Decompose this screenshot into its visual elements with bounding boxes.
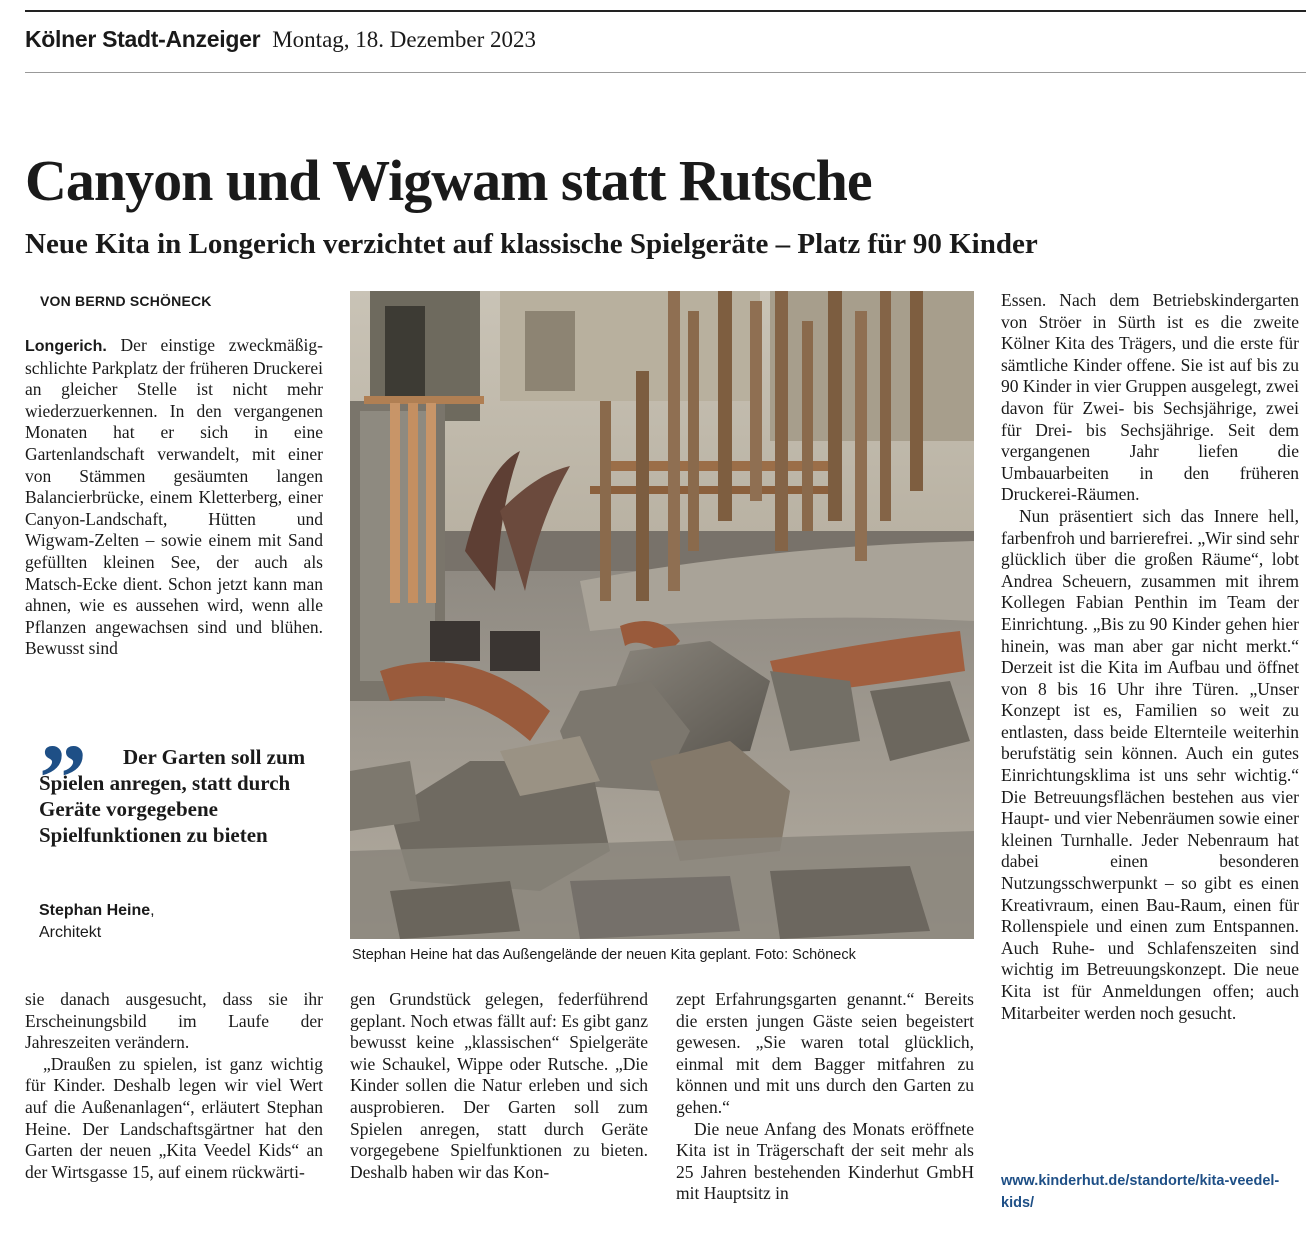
paragraph: Nun präsentiert sich das Innere hell, farbenfroh und barrierefrei. „Wir sind sehr glücklich über die großen Räume“, lobt Andrea Scheuern, zusammen mit ihrem Kollegen Fabian Penthin im Team der Einrichtung. „Bis zu 90 Kinder gehen hier hinein, was man aber gar nicht merkt.“ Derzeit ist die Kita im Aufbau und öffnet von 8 bis 16 Uhr ihre Türen. „Unser Konzept ist es, Familien so weit zu entlasten, dass beide Elternteile weiterhin berufstätig sein können. Auch ein gutes Einrichtungsklima ist uns sehr wichtig.“ Die Betreuungsflächen bestehen aus vier Haupt- und vier Nebenräumen sowie einer kleinen Turnhalle. Jeder Nebenraum hat dabei einen besonderen Nutzungsschwerpunkt – so gibt es einen Kreativraum, einen Bau-Raum, einen für Rollenspiele und einen zum Entspannen. Auch Ruhe- und Schlafenszeiten sind wichtig im Betreuungskonzept. Die neue Kita ist für Anmeldungen offen; auch Mitarbeiter werden noch gesucht.	[1001, 505, 1299, 1023]
paragraph: gen Grundstück gelegen, federführend geplant. Noch etwas fällt auf: Es gibt ganz bewusst keine „klassischen“ Spielgeräte wie Schaukel, Wippe oder Rutsche. „Die Kinder sollen die Natur erleben und sich ausprobieren. Der Garten soll zum Spielen anregen, statt durch Geräte vorgegebene Spielfunktionen zu bieten. Deshalb haben wir das Kon-	[350, 989, 648, 1182]
quote-author-name: Stephan Heine	[39, 902, 151, 919]
paragraph: zept Erfahrungsgarten genannt.“ Bereits die ersten jungen Gäste seien begeistert gewesen. „Sie waren total glücklich, einmal mit dem Bagger mitfahren zu können und mit uns durch den Garten zu gehen.“	[676, 989, 974, 1117]
body-column-1-bottom	[25, 989, 323, 1183]
headline: Canyon und Wigwam statt Rutsche	[25, 148, 872, 213]
paragraph: Die neue Anfang des Monats eröffnete Kita ist in Trägerschaft der seit mehr als 25 Jahren bestehenden Kinderhut GmbH mit Hauptsitz in	[676, 1118, 974, 1204]
quote-mark-icon: ”	[39, 724, 87, 831]
web-link[interactable]: www.kinderhut.de/standorte/kita-veedel-kids/	[1001, 1173, 1280, 1211]
newspaper-name: Kölner Stadt-Anzeiger	[25, 26, 261, 52]
body-column-3	[676, 989, 974, 1205]
top-rule	[25, 10, 1306, 12]
paragraph: „Draußen zu spielen, ist ganz wichtig für Kinder. Deshalb legen wir viel Wert auf die Außenanlagen“, erläutert Stephan Heine. Der Landschaftsgärtner hat den Garten der neuen „Kita Veedel Kids“ an der Wirtsgasse 15, auf einem rückwärti-	[25, 1053, 323, 1182]
dateline: Longerich.	[25, 338, 107, 355]
body-column-1-top	[25, 335, 323, 660]
body-column-2	[350, 989, 648, 1183]
pull-quote-text: Der Garten soll zum Spielen anregen, statt durch Geräte vorgegebene Spielfunktionen zu bieten	[39, 745, 306, 847]
garden-photo-illustration	[350, 291, 974, 939]
masthead	[25, 26, 536, 66]
paragraph: sie danach ausgesucht, dass sie ihr Erscheinungsbild im Laufe der Jahreszeiten verändern.	[25, 989, 323, 1053]
byline: VON BERND SCHÖNECK	[40, 293, 212, 309]
quote-author-role: Architekt	[39, 924, 102, 941]
masthead-rule	[25, 72, 1306, 73]
body-text: Der einstige zweckmäßig-schlichte Parkplatz der früheren Druckerei an gleicher Stelle ist nicht mehr wiederzuerkennen. In den vergangenen Monaten hat er sich in eine Gartenlandschaft verwandelt, mit einer von Stämmen gesäumten langen Balancierbrücke, einem Kletterberg, einer Canyon-Landschaft, Hütten und Wigwam-Zelten – sowie einem mit Sand gefüllten kleinen See, der auch als Matsch-Ecke dient. Schon jetzt kann man ahnen, wie es aussehen wird, wenn alle Pflanzen angewachsen sind und blühen. Bewusst sind	[25, 335, 323, 659]
body-column-4	[1001, 290, 1299, 1024]
issue-date: Montag, 18. Dezember 2023	[272, 27, 537, 52]
quote-attribution	[39, 900, 155, 944]
photo-caption: Stephan Heine hat das Außengelände der neuen Kita geplant. Foto: Schöneck	[352, 947, 856, 963]
paragraph: Essen. Nach dem Betriebskindergarten von Ströer in Sürth ist es die zweite Kölner Kita des Trägers, und die erste für sämtliche Kinder offene. Sie ist auf bis zu 90 Kinder in vier Gruppen ausgelegt, zwei davon für Zwei- bis Sechsjährige, zwei für Drei- bis Sechsjährige. Seit dem vergangenen Jahr liefen die Umbauarbeiten in den früheren Druckerei-Räumen.	[1001, 290, 1299, 505]
quote-author-separator: ,	[150, 902, 155, 919]
subheadline: Neue Kita in Longerich verzichtet auf klassische Spielgeräte – Platz für 90 Kinder	[25, 228, 1038, 260]
pull-quote	[25, 724, 323, 948]
article-photo	[350, 291, 974, 939]
